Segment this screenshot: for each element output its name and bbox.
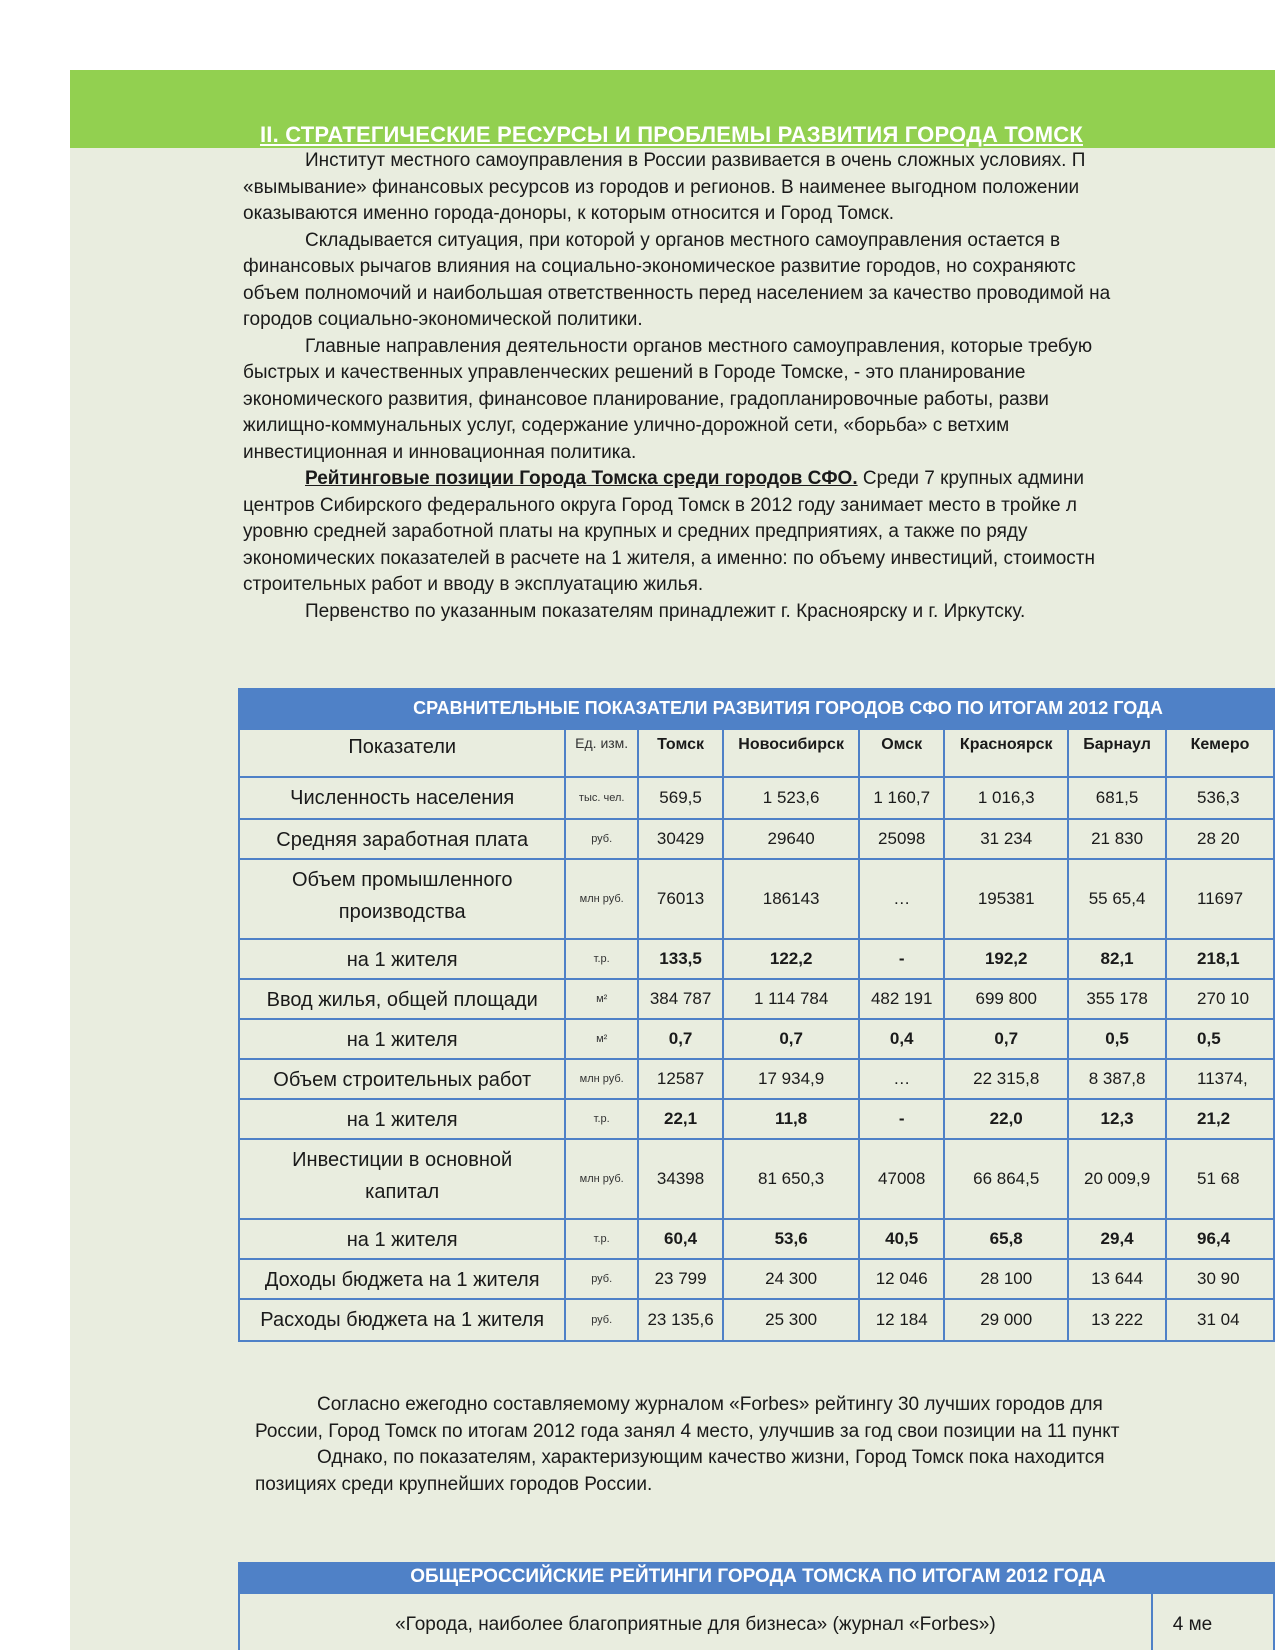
value-cell: 29,4 <box>1068 1219 1166 1259</box>
table-row <box>239 819 1274 859</box>
rating-row <box>239 1593 1274 1650</box>
unit-cell: тыс. чел. <box>565 777 638 819</box>
unit-cell: руб. <box>565 1259 638 1299</box>
header-city: Омск <box>859 729 944 777</box>
table-row <box>239 777 1274 819</box>
value-cell: 25 300 <box>723 1299 859 1341</box>
value-cell: 53,6 <box>723 1219 859 1259</box>
value-cell: 31 04 <box>1166 1299 1274 1341</box>
rating-table-caption: ОБЩЕРОССИЙСКИЕ РЕЙТИНГИ ГОРОДА ТОМСКА ПО ИТОГАМ 2012 ГОДА <box>238 1562 1275 1592</box>
table-row <box>239 979 1274 1019</box>
value-cell: 96,4 <box>1166 1219 1274 1259</box>
header-unit: Ед. изм. <box>565 729 638 777</box>
value-cell: 23 799 <box>638 1259 723 1299</box>
value-cell: 355 178 <box>1068 979 1166 1019</box>
unit-cell: т.р. <box>565 939 638 979</box>
value-cell: 76013 <box>638 859 723 939</box>
value-cell: 81 650,3 <box>723 1139 859 1219</box>
value-cell: 65,8 <box>944 1219 1068 1259</box>
value-cell: 0,4 <box>859 1019 944 1059</box>
paragraph-line: Первенство по указанным показателям принадлежит г. Красноярску и г. Иркутску. <box>305 600 1026 622</box>
unit-cell: м² <box>565 1019 638 1059</box>
unit-cell: млн руб. <box>565 1139 638 1219</box>
paragraph-line: экономического развития, финансовое планирование, градопланировочные работы, разви <box>243 388 1049 410</box>
comparison-table-caption: СРАВНИТЕЛЬНЫЕ ПОКАЗАТЕЛИ РАЗВИТИЯ ГОРОДОВ СФО ПО ИТОГАМ 2012 ГОДА <box>238 688 1275 728</box>
indicator-label: на 1 жителя <box>346 1109 458 1131</box>
indicator-cell <box>239 1259 565 1299</box>
value-cell: 24 300 <box>723 1259 859 1299</box>
rating-table-section <box>238 1562 1275 1650</box>
value-cell: 8 387,8 <box>1068 1059 1166 1099</box>
value-cell: 192,2 <box>944 939 1068 979</box>
indicator-cell <box>239 1059 565 1099</box>
rating-heading: Рейтинговые позиции Города Томска среди городов СФО. <box>305 468 858 489</box>
indicator-label: производства <box>338 901 466 923</box>
paragraph-line: городов социально-экономической политики. <box>243 309 643 330</box>
value-cell: 47008 <box>859 1139 944 1219</box>
header-indicator: Показатели <box>239 729 565 777</box>
value-cell: 1 016,3 <box>944 777 1068 819</box>
value-cell: 186143 <box>723 859 859 939</box>
value-cell: 51 68 <box>1166 1139 1274 1219</box>
value-cell: 218,1 <box>1166 939 1274 979</box>
value-cell: 11697 <box>1166 859 1274 939</box>
intro-text <box>243 148 1275 625</box>
value-cell: 13 222 <box>1068 1299 1166 1341</box>
unit-cell: руб. <box>565 819 638 859</box>
value-cell: 55 65,4 <box>1068 859 1166 939</box>
value-cell: 30 90 <box>1166 1259 1274 1299</box>
value-cell: 12587 <box>638 1059 723 1099</box>
value-cell: 31 234 <box>944 819 1068 859</box>
rating-place: 4 ме <box>1152 1593 1274 1650</box>
header-city: Барнаул <box>1068 729 1166 777</box>
value-cell: 23 135,6 <box>638 1299 723 1341</box>
comparison-table-section <box>238 688 1275 1368</box>
paragraph-line: Главные направления деятельности органов местного самоуправления, которые требую <box>305 335 1093 357</box>
table-row <box>239 1219 1274 1259</box>
indicator-cell <box>239 1099 565 1139</box>
indicator-cell <box>239 1139 565 1219</box>
value-cell: 384 787 <box>638 979 723 1019</box>
table-row <box>239 1059 1274 1099</box>
value-cell: 22,1 <box>638 1099 723 1139</box>
indicator-label: Ввод жилья, общей площади <box>266 989 538 1011</box>
paragraph-line: Складывается ситуация, при которой у органов местного самоуправления остается в <box>305 229 1061 251</box>
indicator-label: Объем строительных работ <box>273 1069 532 1091</box>
indicator-cell <box>239 1019 565 1059</box>
value-cell: 1 523,6 <box>723 777 859 819</box>
paragraph-line: экономических показателей в расчете на 1 жителя, а именно: по объему инвестиций, стоимостн <box>243 547 1095 569</box>
indicator-label: Средняя заработная плата <box>276 829 529 851</box>
comparison-table-body <box>239 777 1274 1341</box>
value-cell: 20 009,9 <box>1068 1139 1166 1219</box>
value-cell: 13 644 <box>1068 1259 1166 1299</box>
paragraph-line: быстрых и качественных управленческих решений в Городе Томске, - это планирование <box>243 362 1026 383</box>
indicator-label: Расходы бюджета на 1 жителя <box>260 1309 545 1331</box>
unit-cell: руб. <box>565 1299 638 1341</box>
value-cell: 29640 <box>723 819 859 859</box>
header-city: Красноярск <box>944 729 1068 777</box>
header-city: Кемеро <box>1166 729 1274 777</box>
indicator-cell <box>239 1219 565 1259</box>
value-cell: 12 046 <box>859 1259 944 1299</box>
indicator-label: Численность населения <box>290 787 515 809</box>
value-cell: - <box>859 939 944 979</box>
value-cell: 25098 <box>859 819 944 859</box>
value-cell: 17 934,9 <box>723 1059 859 1099</box>
table-row <box>239 1099 1274 1139</box>
indicator-cell <box>239 939 565 979</box>
indicator-label: капитал <box>365 1181 440 1203</box>
unit-cell: т.р. <box>565 1219 638 1259</box>
paragraph-line: позициях среди крупнейших городов России. <box>255 1473 653 1495</box>
value-cell: 34398 <box>638 1139 723 1219</box>
paragraph-line: центров Сибирского федерального округа Город Томск в 2012 году занимает место в тройке л <box>243 494 1077 516</box>
rating-name: «Города, наиболее благоприятные для бизнеса» (журнал «Forbes») <box>239 1593 1152 1650</box>
value-cell: 21,2 <box>1166 1099 1274 1139</box>
indicator-label: на 1 жителя <box>346 949 458 971</box>
indicator-cell <box>239 777 565 819</box>
value-cell: … <box>859 1059 944 1099</box>
paragraph-text: Среди 7 крупных админи <box>857 468 1084 489</box>
value-cell: 40,5 <box>859 1219 944 1259</box>
value-cell: 22 315,8 <box>944 1059 1068 1099</box>
value-cell: 60,4 <box>638 1219 723 1259</box>
value-cell: 681,5 <box>1068 777 1166 819</box>
unit-cell: т.р. <box>565 1099 638 1139</box>
table-row <box>239 939 1274 979</box>
paragraph-line: инвестиционная и инновационная политика. <box>243 441 637 463</box>
unit-cell: млн руб. <box>565 1059 638 1099</box>
value-cell: 699 800 <box>944 979 1068 1019</box>
rating-table <box>238 1592 1275 1650</box>
table-row <box>239 1139 1274 1219</box>
value-cell: 28 100 <box>944 1259 1068 1299</box>
paragraph-line <box>243 466 1275 493</box>
header-city: Новосибирск <box>723 729 859 777</box>
value-cell: 482 191 <box>859 979 944 1019</box>
value-cell: 195381 <box>944 859 1068 939</box>
paragraph-line: объем полномочий и наибольшая ответственность перед населением за качество проводимой на <box>243 282 1111 304</box>
value-cell: 1 114 784 <box>723 979 859 1019</box>
comparison-table <box>238 728 1275 1342</box>
value-cell: 270 10 <box>1166 979 1274 1019</box>
unit-cell: млн руб. <box>565 859 638 939</box>
table-row <box>239 1019 1274 1059</box>
paragraph-line: оказываются именно города-доноры, к которым относится и Город Томск. <box>243 203 895 224</box>
section-title: II. СТРАТЕГИЧЕСКИЕ РЕСУРСЫ И ПРОБЛЕМЫ РАЗВИТИЯ ГОРОДА ТОМСК <box>260 122 1083 147</box>
value-cell: 66 864,5 <box>944 1139 1068 1219</box>
after-table-text <box>255 1392 1275 1498</box>
value-cell: 12 184 <box>859 1299 944 1341</box>
value-cell: 11374, <box>1166 1059 1274 1099</box>
table-row <box>239 859 1274 939</box>
indicator-label: на 1 жителя <box>346 1229 458 1251</box>
paragraph-line: финансовых рычагов влияния на социально-экономическое развитие городов, но сохраняютс <box>243 256 1076 277</box>
paragraph-line: Однако, по показателям, характеризующим качество жизни, Город Томск пока находится <box>317 1447 1105 1468</box>
paragraph-line: Институт местного самоуправления в России развивается в очень сложных условиях. П <box>305 150 1086 171</box>
value-cell: 536,3 <box>1166 777 1274 819</box>
value-cell: 12,3 <box>1068 1099 1166 1139</box>
indicator-cell <box>239 819 565 859</box>
value-cell: 29 000 <box>944 1299 1068 1341</box>
paragraph-line: России, Город Томск по итогам 2012 года занял 4 место, улучшив за год свои позиции на 11 пункт <box>255 1420 1120 1442</box>
value-cell: 0,7 <box>638 1019 723 1059</box>
value-cell: 1 160,7 <box>859 777 944 819</box>
value-cell: 28 20 <box>1166 819 1274 859</box>
header-city: Томск <box>638 729 723 777</box>
value-cell: 0,7 <box>723 1019 859 1059</box>
paragraph-line: Согласно ежегодно составляемому журналом «Forbes» рейтингу 30 лучших городов для <box>317 1394 1103 1415</box>
value-cell: 0,5 <box>1166 1019 1274 1059</box>
value-cell: 133,5 <box>638 939 723 979</box>
table-header-row <box>239 729 1274 777</box>
unit-cell: м² <box>565 979 638 1019</box>
value-cell: 11,8 <box>723 1099 859 1139</box>
value-cell: 0,7 <box>944 1019 1068 1059</box>
value-cell: 30429 <box>638 819 723 859</box>
indicator-cell <box>239 1299 565 1341</box>
value-cell: 122,2 <box>723 939 859 979</box>
value-cell: 82,1 <box>1068 939 1166 979</box>
indicator-label: Объем промышленного <box>291 869 513 891</box>
table-row <box>239 1299 1274 1341</box>
table-row <box>239 1259 1274 1299</box>
indicator-cell <box>239 979 565 1019</box>
indicator-label: на 1 жителя <box>346 1029 458 1051</box>
indicator-cell <box>239 859 565 939</box>
paragraph-line: «вымывание» финансовых ресурсов из городов и регионов. В наименее выгодном положении <box>243 176 1080 198</box>
value-cell: 22,0 <box>944 1099 1068 1139</box>
indicator-label: Доходы бюджета на 1 жителя <box>264 1269 540 1291</box>
paragraph-line: жилищно-коммунальных услуг, содержание улично-дорожной сети, «борьба» с ветхим <box>243 415 1010 436</box>
indicator-label: Инвестиции в основной <box>292 1149 513 1171</box>
paragraph-line: уровню средней заработной платы на крупных и средних предприятиях, а также по ряду <box>243 521 1028 542</box>
value-cell: - <box>859 1099 944 1139</box>
value-cell: 0,5 <box>1068 1019 1166 1059</box>
paragraph-line: строительных работ и вводу в эксплуатацию жилья. <box>243 574 704 595</box>
value-cell: … <box>859 859 944 939</box>
value-cell: 569,5 <box>638 777 723 819</box>
value-cell: 21 830 <box>1068 819 1166 859</box>
